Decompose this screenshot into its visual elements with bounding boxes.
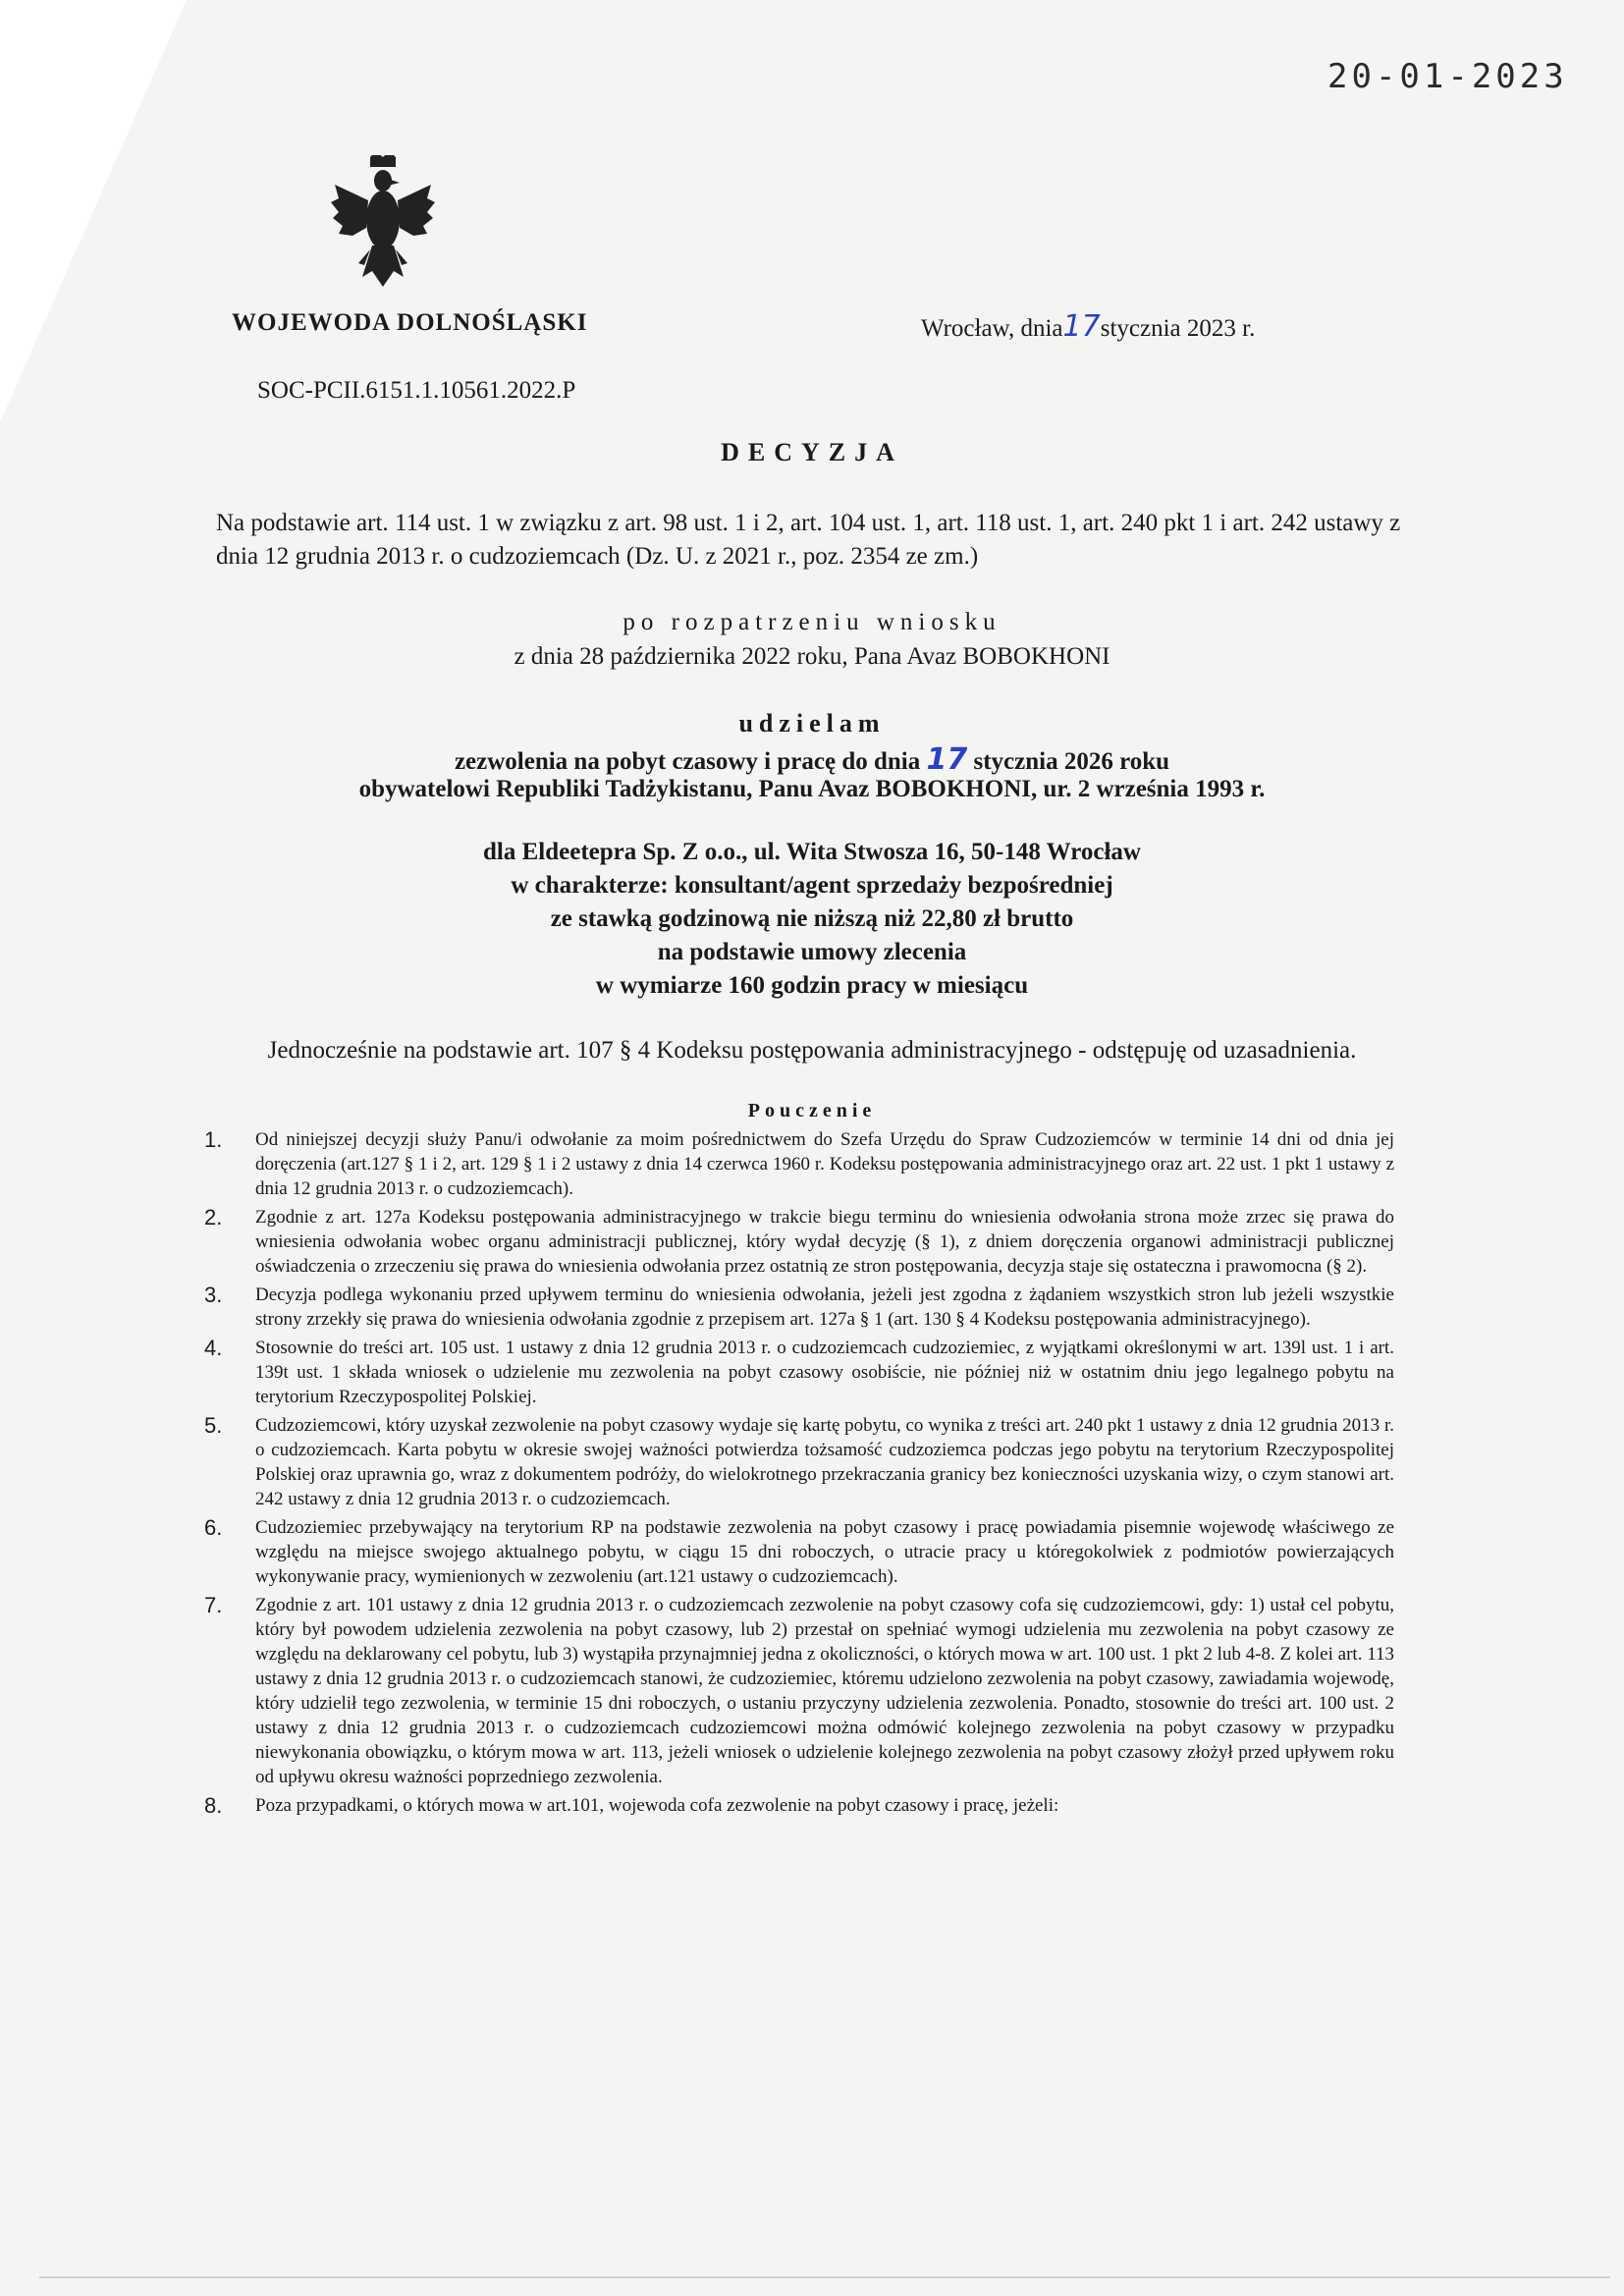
- consideration-line-1: po rozpatrzeniu wniosku: [623, 609, 1001, 635]
- instruction-text: Cudzoziemiec przebywający na terytorium RP na podstawie zezwolenia na pobyt czasowy i pracę powiadamia pisemnie wojewodę właściwego ze względu na miejsce swojego aktualnego pobytu, w ciągu 15 dni roboczych, o utracie pracy u któregokolwiek z podmiotów powierzających wykonywanie pracy, wymienionych w zezwoleniu (art.121 ustawy o cudzoziemcach).: [255, 1517, 1394, 1587]
- instruction-text: Cudzoziemcowi, który uzyskał zezwolenie na pobyt czasowy wydaje się kartę pobytu, co wynika z treści art. 240 pkt 1 ustawy z dnia 12 grudnia 2013 r. o cudzoziemcach. Karta pobytu w okresie swojej ważności potwierdza tożsamość cudzoziemca podczas jego pobytu na terytorium Rzeczypospolitej Polskiej oraz uprawnia go, wraz z dokumentem podróży, do wielokrotnego przekraczania granicy bez konieczności uzyskania wizy, o czym stanowi art. 242 ustawy z dnia 12 grudnia 2013 r. o cudzoziemcach.: [255, 1415, 1394, 1509]
- scan-corner-fold: [0, 0, 187, 422]
- received-date-stamp: 20-01-2023: [1327, 57, 1568, 96]
- working-hours-line: w wymiarze 160 godzin pracy w miesiącu: [595, 972, 1029, 999]
- instruction-item: [204, 1336, 1394, 1409]
- handwritten-expiry-day: 17: [926, 742, 968, 777]
- employer-line: dla Eldeetepra Sp. Z o.o., ul. Wita Stwosza 16, 50-148 Wrocław: [483, 839, 1141, 865]
- legal-basis-paragraph: Na podstawie art. 114 ust. 1 w związku z art. 98 ust. 1 i 2, art. 104 ust. 1, art. 118 ust. 1, art. 240 pkt 1 i art. 242 ustawy z dnia 12 grudnia 2013 r. o cudzoziemcach (Dz. U. z 2021 r., poz. 2354 ze zm.): [216, 510, 1401, 570]
- instruction-text: Poza przypadkami, o których mowa w art.101, wojewoda cofa zezwolenie na pobyt czasowy i pracę, jeżeli:: [255, 1795, 1059, 1816]
- handwritten-day: 17: [1062, 309, 1101, 344]
- instruction-text: Zgodnie z art. 127a Kodeksu postępowania administracyjnego w trakcie biegu terminu do wniesienia odwołania strona może zrzec się prawa do wniesienia odwołania wobec organu administracji publicznej, który wydał decyzję (§ 1), z dniem doręczenia organowi administracji publicznej oświadczenia o zrzeczeniu się prawa do wniesienia odwołania przez ostatnią ze stron postępowania, decyzja staje się ostateczna i prawomocna (§ 2).: [255, 1207, 1394, 1277]
- instruction-text: Decyzja podlega wykonaniu przed upływem terminu do wniesienia odwołania, jeżeli jest zgodna z żądaniem wszystkich stron lub jeżeli wszystkie strony zrzekły się prawa do wniesienia odwołania zgodnie z przepisem art. 127a § 1 (art. 130 § 4 Kodeksu postępowania administracyjnego).: [255, 1285, 1394, 1330]
- consideration-line-2: z dnia 28 października 2022 roku, Pana Avaz BOBOKHONI: [514, 643, 1110, 670]
- place-date-suffix: stycznia 2023 r.: [1100, 315, 1256, 342]
- instruction-text: Zgodnie z art. 101 ustawy z dnia 12 grudnia 2013 r. o cudzoziemcach zezwolenie na pobyt czasowy cofa się cudzoziemcowi, gdy: 1) ustał cel pobytu, który był powodem udzielenia zezwolenia na pobyt czasowy, lub 2) przestał on spełniać wymogi udzielenia mu zezwolenia na pobyt czasowy ze względu na deklarowany cel pobytu, lub 3) wystąpiła przynajmniej jedna z okoliczności, o których mowa w art. 100 ust. 1 pkt 2 lub 4-8. Z kolei art. 113 ustawy z dnia 12 grudnia 2013 r. o cudzoziemcach stanowi, że cudzoziemiec, któremu udzielono zezwolenia na pobyt czasowy, zawiadamia wojewodę, który udzielił tego zezwolenia, w terminie 15 dni roboczych, o ustaniu przyczyny udzielenia zezwolenia. Ponadto, stosownie do treści art. 100 ust. 2 ustawy z dnia 12 grudnia 2013 r. o cudzoziemcach cudzoziemcowi można odmówić kolejnego zezwolenia na pobyt czasowy w przypadku niewykonania obowiązku, o którym mowa w art. 113, jeżeli wniosek o udzielenie kolejnego zezwolenia na pobyt czasowy złożył przed upływem roku od upływu okresu ważności poprzedniego zezwolenia.: [255, 1595, 1394, 1787]
- grant-permit-line: [0, 742, 1624, 777]
- case-reference: SOC-PCII.6151.1.10561.2022.P: [257, 377, 576, 404]
- instruction-number: 1.: [204, 1127, 223, 1152]
- instruction-item: [204, 1593, 1394, 1789]
- grant-heading: udzielam: [738, 709, 886, 738]
- instruction-text: Od niniejszej decyzji służy Panu/i odwołanie za moim pośrednictwem do Szefa Urzędu do Spraw Cudzoziemców w terminie 14 dni od dnia jej doręczenia (art.127 § 1 i 2, art. 129 § 1 i 2 ustawy z dnia 14 czerwca 1960 r. Kodeksu postępowania administracyjnego oraz art. 22 ust. 1 pkt 1 ustawy z dnia 12 grudnia 2013 r. o cudzoziemcach).: [255, 1129, 1394, 1199]
- instruction-item: [204, 1413, 1394, 1511]
- instruction-number: 6.: [204, 1515, 223, 1540]
- grant-permit-suffix: stycznia 2026 roku: [973, 748, 1170, 775]
- polish-eagle-emblem-icon: [329, 155, 437, 293]
- instruction-item: [204, 1205, 1394, 1279]
- grant-recipient-line: obywatelowi Republiki Tadżykistanu, Panu Avaz BOBOKHONI, ur. 2 września 1993 r.: [358, 776, 1266, 802]
- wage-line: ze stawką godzinową nie niższą niż 22,80 zł brutto: [550, 905, 1074, 932]
- instruction-list: [204, 1127, 1394, 1822]
- instruction-number: 3.: [204, 1283, 223, 1307]
- instruction-number: 2.: [204, 1205, 223, 1230]
- scan-edge-line: [39, 2276, 1610, 2278]
- instruction-item: [204, 1127, 1394, 1201]
- instruction-number: 4.: [204, 1336, 223, 1360]
- instruction-number: 7.: [204, 1593, 223, 1617]
- document-title: DECYZJA: [721, 438, 903, 466]
- place-and-date: [921, 309, 1255, 344]
- instruction-item: [204, 1793, 1394, 1818]
- instruction-item: [204, 1515, 1394, 1589]
- justification-waiver: Jednocześnie na podstawie art. 107 § 4 Kodeksu postępowania administracyjnego - odstępuję od uzasadnienia.: [267, 1037, 1357, 1064]
- instruction-text: Stosownie do treści art. 105 ust. 1 ustawy z dnia 12 grudnia 2013 r. o cudzoziemcach cudzoziemiec, z wyjątkami określonymi w art. 139l ust. 1 i art. 139t ust. 1 składa wniosek o udzielenie mu zezwolenia na pobyt czasowy osobiście, nie później niż w ostatnim dniu jego legalnego pobytu na terytorium Rzeczypospolitej Polskiej.: [255, 1338, 1394, 1407]
- instruction-title: Pouczenie: [747, 1100, 877, 1121]
- contract-type-line: na podstawie umowy zlecenia: [657, 939, 967, 965]
- issuing-authority: WOJEWODA DOLNOŚLĄSKI: [232, 309, 588, 336]
- place-date-prefix: Wrocław, dnia: [921, 315, 1063, 342]
- position-line: w charakterze: konsultant/agent sprzedaży bezpośredniej: [511, 872, 1113, 899]
- grant-permit-prefix: zezwolenia na pobyt czasowy i pracę do dnia: [454, 748, 921, 775]
- instruction-item: [204, 1283, 1394, 1332]
- instruction-number: 8.: [204, 1793, 223, 1818]
- instruction-number: 5.: [204, 1413, 223, 1438]
